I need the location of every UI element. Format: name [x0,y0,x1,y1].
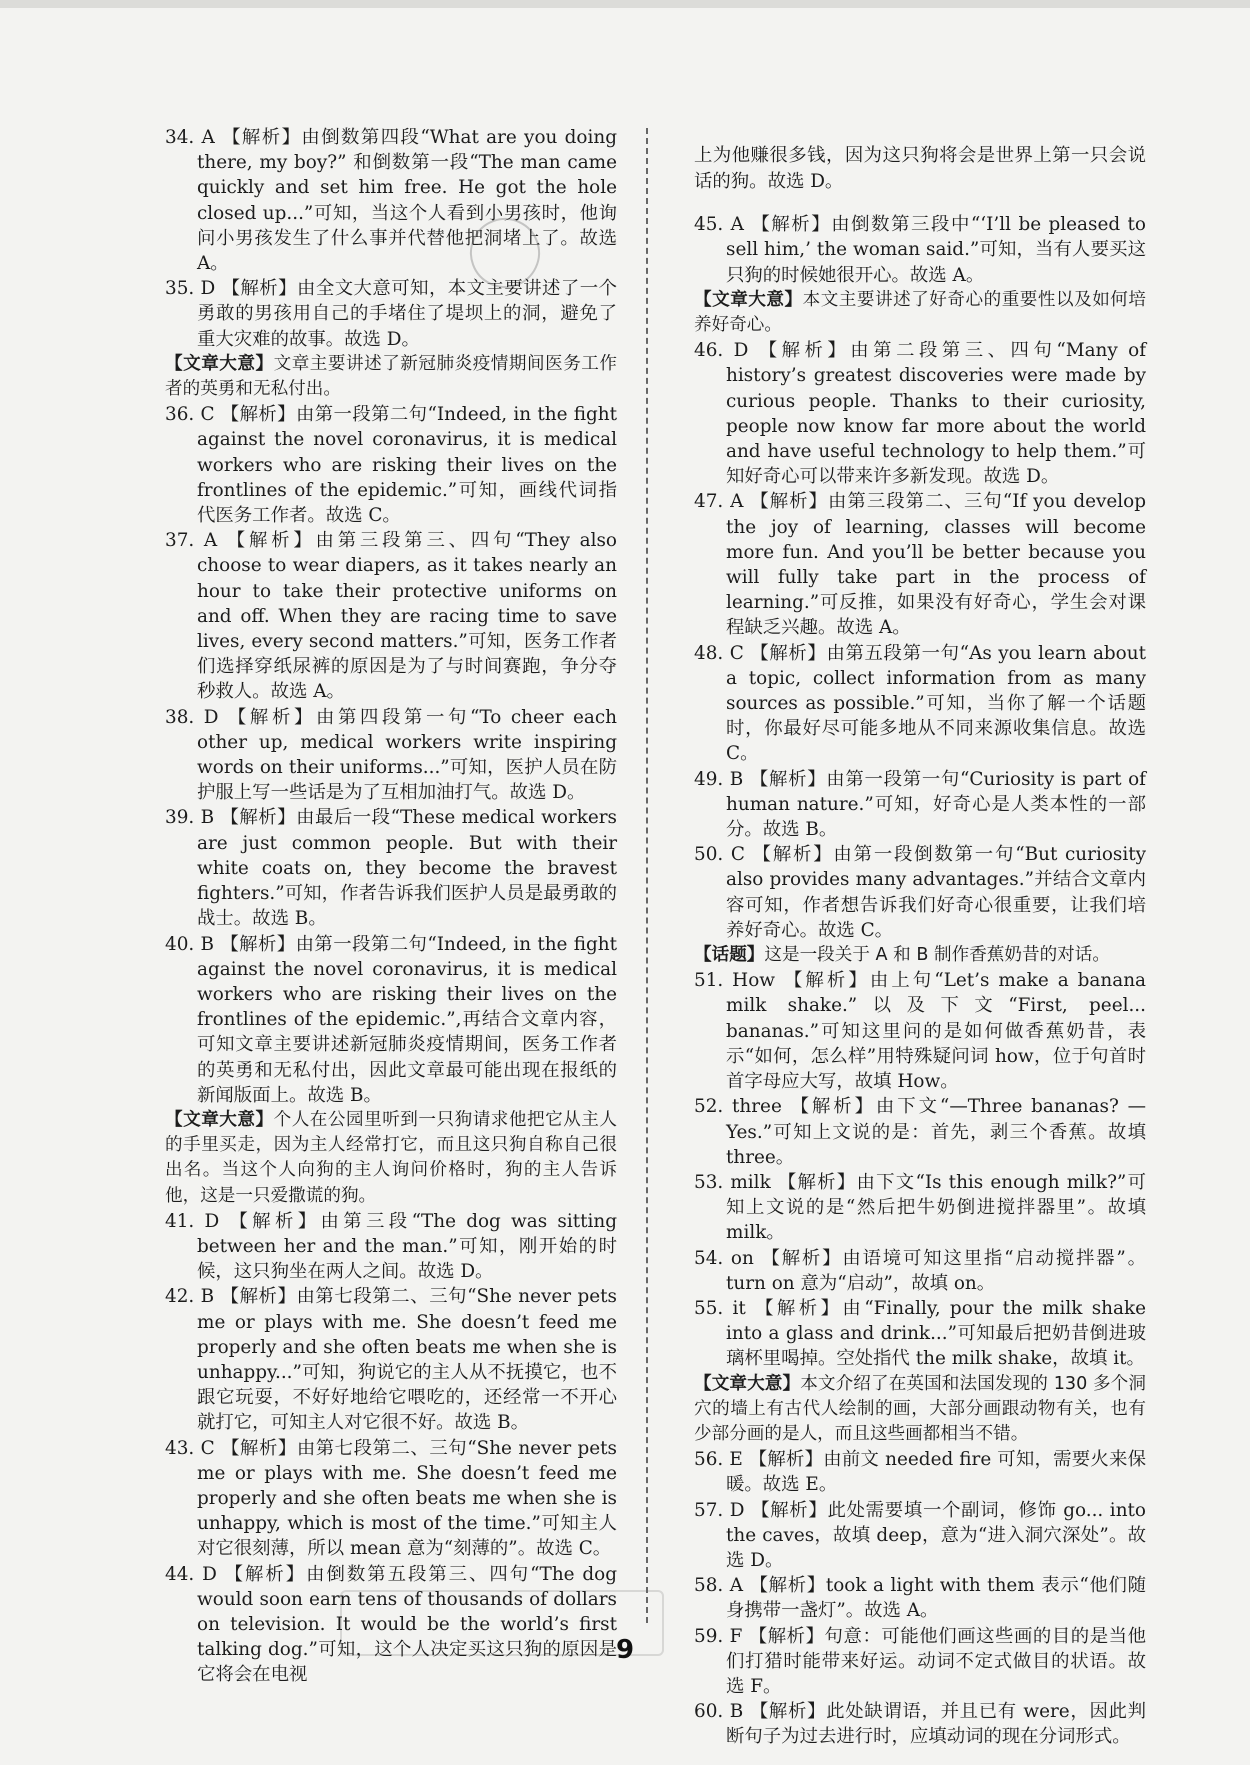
answer-entry: 38. D 【解析】由第四段第一句“To cheer each other up, medical workers write inspiring words on their uniforms...”可知，医护人员在防护服上写一些话是为了互相加油打气。故选 D。 [165,706,617,804]
summary-text: 个人在公园里听到一只狗请求他把它从主人的手里买走，因为主人经常打它，而且这只狗自称自己很出名。当这个人向狗的主人询问价格时，狗的主人告诉他，这是一只爱撒谎的狗。 [165,1109,617,1206]
summary-tag: 【文章大意】 [165,1109,274,1130]
summary-text: 本文主要讲述了好奇心的重要性以及如何培养好奇心。 [694,289,1146,335]
right-column [694,125,1146,1750]
left-column [165,125,617,1688]
answer-entry: 51. How 【解析】由上句“Let’s make a banana milk shake.”以及下文“First, peel... bananas.”可知这里问的是如何做香蕉奶昔，表示“如何，怎么样”用特殊疑问词 how，位于句首时首字母应大写，故填 How。 [694,970,1146,1093]
answer-entry: 56. E 【解析】由前文 needed fire 可知，需要火来保暖。故选 E。 [694,1449,1146,1496]
article-summary [165,352,617,402]
answer-entry: 45. A 【解析】由倒数第三段中“‘I’ll be pleased to sell him,’ the woman said.”可知，当有人要买这只狗的时候她很开心。故选 A。 [694,214,1146,286]
summary-text: 文章主要讲述了新冠肺炎疫情期间医务工作者的英勇和无私付出。 [165,353,617,400]
answer-entry: 55. it 【解析】由“Finally, pour the milk shake into a glass and drink...”可知最后把奶昔倒进玻璃杯里喝掉。空处指代 the milk shake，故填 it。 [694,1297,1146,1370]
answer-entry: 58. A 【解析】took a light with them 表示“他们随身携带一盏灯”。故选 A。 [694,1575,1146,1622]
page-number: 9 [615,1635,635,1665]
answer-entry: 59. F 【解析】句意：可能他们画这些画的目的是当他们打猎时能带来好运。动词不定式做目的状语。故选 F。 [694,1625,1146,1697]
answer-entry: 42. B 【解析】由第七段第二、三句“She never pets me or plays with me. She doesn’t feed me properly and she often beats me when she is unhappy...”可知，狗说它的主人从不抚摸它，也不跟它玩耍，不好好地给它喂吃的，还经常一不开心就打它，可知主人对它很不好。故选 B。 [165,1286,617,1434]
scan-top-edge [0,0,1250,8]
answer-entry: 40. B 【解析】由第一段第二句“Indeed, in the fight against the novel coronavirus, it is medical workers who are risking their lives on the frontlines of the epidemic.”,再结合文章内容，可知文章主要讲述新冠肺炎疫情期间，医务工作者的英勇和无私付出，因此文章最可能出现在报纸的新闻版面上。故选 B。 [165,933,617,1106]
summary-tag: 【文章大意】 [694,1373,801,1394]
answer-entry: 36. C 【解析】由第一段第二句“Indeed, in the fight against the novel coronavirus, it is medical workers who are risking their lives on the frontlines of the epidemic.”可知，画线代词指代医务工作者。故选 C。 [165,404,617,527]
answer-entry: 49. B 【解析】由第一段第一句“Curiosity is part of human nature.”可知，好奇心是人类本性的一部分。故选 B。 [694,768,1146,841]
article-summary [165,1108,617,1209]
answer-entry: 48. C 【解析】由第五段第一句“As you learn about a topic, collect information from as many sources as possible.”可知，当你了解一个话题时，你最好尽可能多地从不同来源收集信息。故选 C。 [694,642,1146,765]
answer-entry: 46. D 【解析】由第二段第三、四句“Many of history’s greatest discoveries were made by curious people. Thanks to their curiosity, people now know far more about the world and have useful technology to help them.”可知好奇心可以带来许多新发现。故选 D。 [694,340,1146,488]
answer-entry: 34. A 【解析】由倒数第四段“What are you doing there, my boy?” 和倒数第一段“The man came quickly and set him free. He got the hole closed up...”可知，当这个人看到小男孩时，他询问小男孩发生了什么事并代替他把洞堵上了。故选 A。 [165,127,617,275]
answer-entry: 52. three 【解析】由下文“—Three bananas? —Yes.”可知上文说的是：首先，剥三个香蕉。故填 three。 [694,1096,1146,1168]
summary-tag: 【文章大意】 [165,353,274,374]
summary-tag: 【话题】 [694,945,765,966]
summary-text: 本文介绍了在英国和法国发现的 130 多个洞穴的墙上有古代人绘制的画，大部分画跟动物有关，也有少部分画的是人，而且这些画都相当不错。 [694,1373,1146,1444]
answer-entry: 50. C 【解析】由第一段倒数第一句“But curiosity also provides many advantages.”并结合文章内容可知，作者想告诉我们好奇心很重要，让我们培养好奇心。故选 C。 [694,844,1146,941]
answer-entry: 57. D 【解析】此处需要填一个副词，修饰 go... into the caves，故填 deep，意为“进入洞穴深处”。故选 D。 [694,1499,1146,1571]
answer-entry: 43. C 【解析】由第七段第二、三句“She never pets me or plays with me. She doesn’t feed me properly and she often beats me when she is unhappy, which is most of the time.”可知主人对它很刻薄，所以 mean 意为“刻薄的”。故选 C。 [165,1437,617,1560]
answer-entry: 54. on 【解析】由语境可知这里指“启动搅拌器”。turn on 意为“启动”，故填 on。 [694,1247,1146,1294]
answer-entry: 53. milk 【解析】由下文“Is this enough milk?”可知上文说的是“然后把牛奶倒进搅拌器里”。故填 milk。 [694,1171,1146,1244]
answer-entry: 60. B 【解析】此处缺谓语，并且已有 were，因此判断句子为过去进行时，应填动词的现在分词形式。 [694,1701,1146,1748]
article-summary [694,943,1146,968]
answer-entry: 47. A 【解析】由第三段第二、三句“If you develop the joy of learning, classes will become more fun. And you’ll be better because you will fully take part in the process of learning.”可反推，如果没有好奇心，学生会对课程缺乏兴趣。故选 A。 [694,491,1146,639]
answer-entry: 37. A 【解析】由第三段第三、四句“They also choose to wear diapers, as it takes nearly an hour to take their protective uniforms on and off. When they are racing time to save lives, every second matters.”可知，医务工作者们选择穿纸尿裤的原因是为了与时间赛跑，争分夺秒救人。故选 A。 [165,530,617,703]
answer-continuation: 上为他赚很多钱，因为这只狗将会是世界上第一只会说话的狗。故选 D。 [694,145,1146,192]
article-summary [694,288,1146,338]
summary-text: 这是一段关于 A 和 B 制作香蕉奶昔的对话。 [764,945,1110,966]
answer-entry: 44. D 【解析】由倒数第五段第三、四句“The dog would soon earn tens of thousands of dollars on television. It would be the world’s first talking dog.”可知，这个人决定买这只狗的原因是它将会在电视 [165,1563,617,1686]
answer-entry: 41. D 【解析】由第三段“The dog was sitting between her and the man.”可知，刚开始的时候，这只狗坐在两人之间。故选 D。 [165,1210,617,1283]
summary-tag: 【文章大意】 [694,289,803,310]
article-summary [694,1372,1146,1448]
answer-entry: 39. B 【解析】由最后一段“These medical workers are just common people. But with their white coats on, they become the bravest fighters.”可知，作者告诉我们医护人员是最勇敢的战士。故选 B。 [165,807,617,930]
column-divider [646,128,648,1623]
answer-entry: 35. D 【解析】由全文大意可知，本文主要讲述了一个勇敢的男孩用自己的手堵住了堤坝上的洞，避免了重大灾难的故事。故选 D。 [165,278,617,350]
